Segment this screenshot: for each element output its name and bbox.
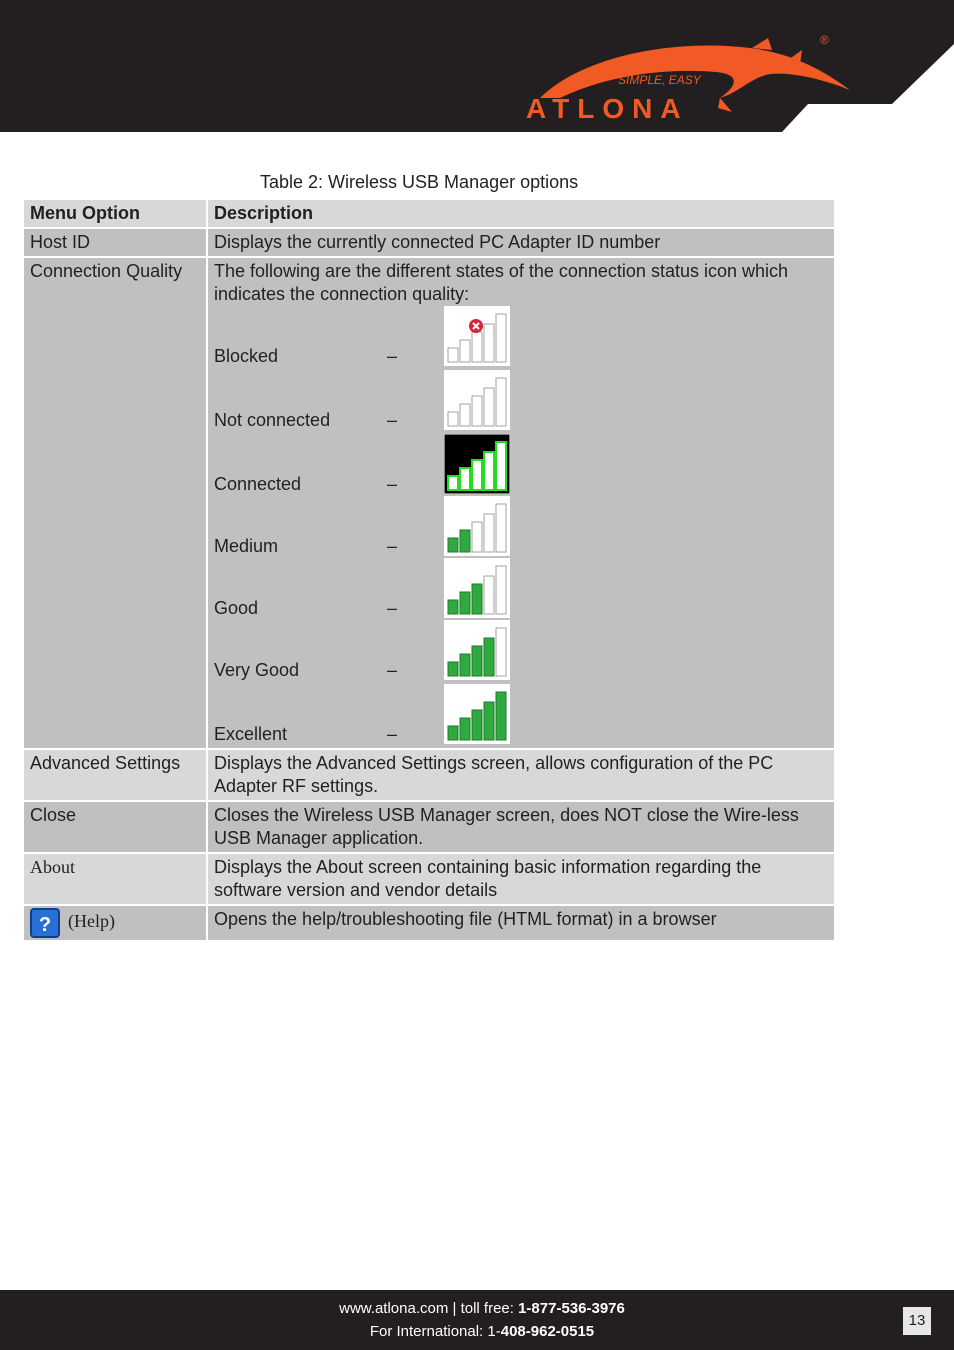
quality-state-label: Blocked xyxy=(214,346,279,366)
page-footer xyxy=(0,1290,954,1350)
footer-line-1: www.atlona.com | toll free: 1-877-536-3976 xyxy=(339,1300,625,1317)
table-row xyxy=(23,853,835,905)
signal-bar xyxy=(448,600,458,614)
quality-state-label: Good xyxy=(214,598,259,618)
quality-state-6 xyxy=(214,684,814,746)
signal-excellent-icon xyxy=(444,684,510,744)
signal-bar xyxy=(460,340,470,362)
signal-bar xyxy=(460,530,470,552)
atlona-logo xyxy=(520,28,860,128)
quality-state-dash: – xyxy=(387,724,398,744)
signal-bar xyxy=(472,522,482,552)
signal-bar xyxy=(448,348,458,362)
signal-medium-icon xyxy=(444,496,510,556)
signal-bar xyxy=(448,412,458,426)
signal-bar xyxy=(496,314,506,362)
option-close: Close xyxy=(23,801,207,853)
signal-bar xyxy=(496,378,506,426)
signal-bar xyxy=(484,514,494,552)
signal-bar xyxy=(496,692,506,740)
desc-close: Closes the Wireless USB Manager screen, does NOT close the Wire-less USB Manager application. xyxy=(207,801,835,853)
footer-line-2: For International: 1-408-962-0515 xyxy=(369,1323,595,1340)
desc-host-id: Displays the currently connected PC Adapter ID number xyxy=(207,228,835,257)
quality-intro: The following are the different states of the connection status icon which indicates the connection quality: xyxy=(214,261,789,304)
table-row xyxy=(23,905,835,941)
table-row xyxy=(23,228,835,257)
signal-bar xyxy=(484,576,494,614)
option-advanced-settings: Advanced Settings xyxy=(23,749,207,801)
signal-bar xyxy=(472,332,482,362)
options-table xyxy=(22,198,836,942)
help-question-icon xyxy=(30,908,60,938)
signal-bar xyxy=(496,566,506,614)
help-label: (Help) xyxy=(68,911,115,932)
quality-state-dash: – xyxy=(387,660,398,680)
quality-state-dash: – xyxy=(387,410,398,430)
signal-very-good-icon xyxy=(444,620,510,680)
signal-bar xyxy=(448,538,458,552)
desc-connection-quality xyxy=(207,257,835,749)
table-row xyxy=(23,801,835,853)
signal-bar xyxy=(484,388,494,426)
signal-good-icon xyxy=(444,558,510,618)
signal-bar xyxy=(460,468,470,490)
signal-bar xyxy=(460,654,470,676)
desc-advanced-settings: Displays the Advanced Settings screen, allows configuration of the PC Adapter RF settings. xyxy=(207,749,835,801)
signal-bar xyxy=(472,396,482,426)
quality-state-3 xyxy=(214,496,814,558)
signal-bar xyxy=(496,628,506,676)
quality-state-label: Not connected xyxy=(214,410,331,430)
quality-state-dash: – xyxy=(387,598,398,618)
signal-blocked-icon xyxy=(444,306,510,366)
table-row xyxy=(23,749,835,801)
signal-bar xyxy=(484,702,494,740)
page-number: 13 xyxy=(903,1307,931,1335)
header-description: Description xyxy=(207,199,835,228)
svg-text:SIMPLE, EASY: SIMPLE, EASY xyxy=(618,73,701,87)
option-help xyxy=(23,905,207,941)
signal-bar xyxy=(472,710,482,740)
signal-bar xyxy=(496,442,506,490)
option-about: About xyxy=(23,853,207,905)
signal-bar xyxy=(484,452,494,490)
signal-bar xyxy=(496,504,506,552)
quality-state-dash: – xyxy=(387,474,398,494)
table-header-row xyxy=(23,199,835,228)
quality-state-1 xyxy=(214,370,814,432)
signal-bar xyxy=(484,638,494,676)
desc-about: Displays the About screen containing basic information regarding the software version and vendor details xyxy=(207,853,835,905)
table-caption: Table 2: Wireless USB Manager options xyxy=(260,172,579,192)
svg-text:?: ? xyxy=(38,914,52,936)
quality-state-label: Connected xyxy=(214,474,302,494)
quality-state-label: Very Good xyxy=(214,660,300,680)
page-header xyxy=(0,0,954,132)
signal-bar xyxy=(448,662,458,676)
signal-bar xyxy=(448,476,458,490)
signal-bar xyxy=(472,584,482,614)
table-row xyxy=(23,257,835,749)
quality-state-5 xyxy=(214,620,814,682)
option-connection-quality: Connection Quality xyxy=(23,257,207,749)
signal-bar xyxy=(472,646,482,676)
quality-states xyxy=(214,306,828,746)
signal-bar xyxy=(484,324,494,362)
desc-help: Opens the help/troubleshooting file (HTML format) in a browser xyxy=(207,905,835,941)
svg-text:ATLONA: ATLONA xyxy=(526,93,689,124)
signal-bar xyxy=(472,460,482,490)
signal-bar xyxy=(460,404,470,426)
signal-not-connected-icon xyxy=(444,370,510,430)
quality-state-2 xyxy=(214,434,814,496)
signal-bar xyxy=(448,726,458,740)
quality-state-label: Medium xyxy=(214,536,279,556)
quality-state-label: Excellent xyxy=(214,724,288,744)
option-host-id: Host ID xyxy=(23,228,207,257)
quality-state-dash: – xyxy=(387,346,398,366)
signal-connected-icon xyxy=(444,434,510,494)
quality-state-0 xyxy=(214,306,814,368)
signal-bar xyxy=(460,592,470,614)
quality-state-4 xyxy=(214,558,814,620)
signal-bar xyxy=(460,718,470,740)
svg-text:®: ® xyxy=(820,33,829,47)
header-menu-option: Menu Option xyxy=(23,199,207,228)
quality-state-dash: – xyxy=(387,536,398,556)
